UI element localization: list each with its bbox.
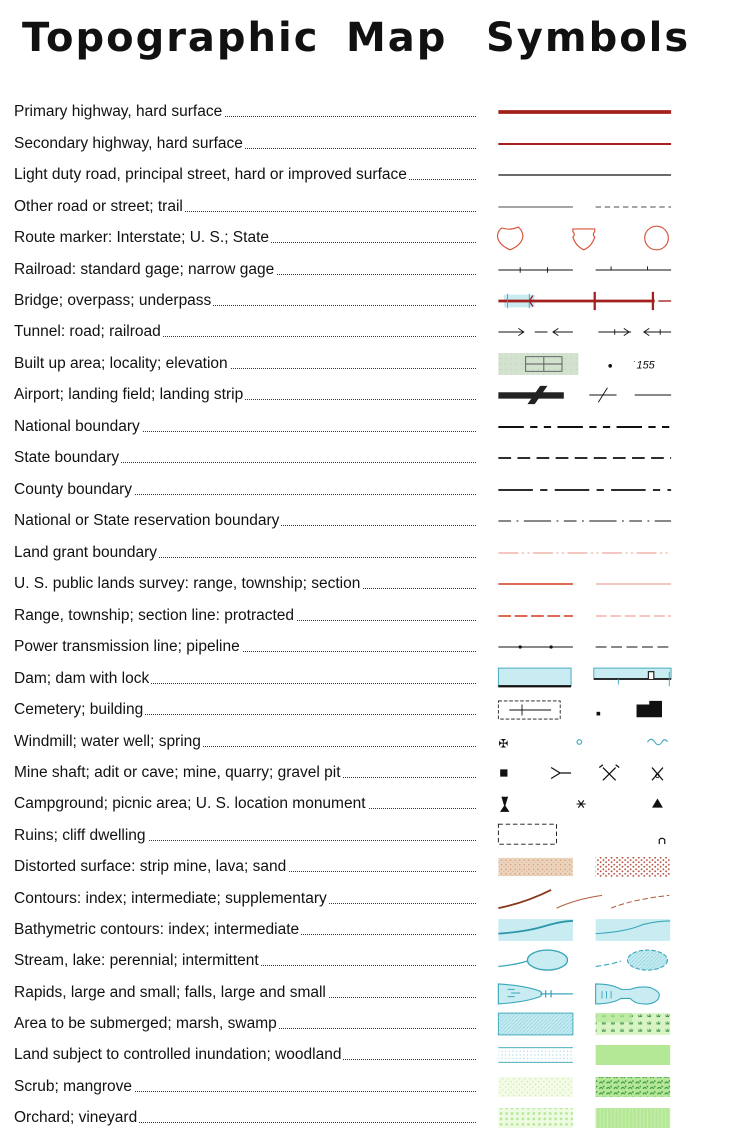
light-duty-road-symbol bbox=[482, 161, 682, 189]
airport-symbol bbox=[482, 381, 682, 409]
large-falls bbox=[596, 984, 660, 1004]
legend-label-line bbox=[14, 916, 476, 944]
controlled-inundation bbox=[498, 1046, 573, 1064]
state-circle bbox=[645, 226, 669, 250]
legend-label: Primary highway, hard surface bbox=[14, 103, 223, 120]
legend-row bbox=[14, 665, 734, 693]
legend-row bbox=[14, 853, 734, 881]
state-boundary-symbol bbox=[482, 444, 682, 472]
legend-label-line bbox=[14, 853, 476, 881]
legend-row bbox=[14, 1073, 734, 1101]
legend-label: Secondary highway, hard surface bbox=[14, 135, 243, 152]
legend-label-line bbox=[14, 256, 476, 284]
legend-label: Railroad: standard gage; narrow gage bbox=[14, 261, 275, 278]
legend-label-line bbox=[14, 822, 476, 850]
perennial-lake bbox=[527, 950, 567, 970]
mangrove-fill bbox=[596, 1077, 671, 1097]
orchard-fill bbox=[498, 1108, 573, 1128]
scrub-mangrove-symbol bbox=[482, 1073, 682, 1101]
title-word-topographic: Topographic bbox=[22, 15, 320, 61]
railroad-symbol bbox=[482, 256, 682, 284]
legend-label: Light duty road, principal street, hard or improved surface bbox=[14, 166, 407, 183]
legend-label: Stream, lake: perennial; intermittent bbox=[14, 952, 259, 969]
legend-label: Campground; picnic area; U. S. location monument bbox=[14, 795, 366, 812]
legend-label-line bbox=[14, 476, 476, 504]
area-to-be-submerged bbox=[498, 1013, 573, 1035]
legend-row bbox=[14, 728, 734, 756]
legend-row bbox=[14, 507, 734, 535]
legend-label: Land subject to controlled inundation; woodland bbox=[14, 1046, 342, 1063]
perennial-stream bbox=[498, 961, 527, 966]
strip-mine-lava-fill bbox=[498, 858, 573, 876]
large-rapids bbox=[498, 984, 542, 1004]
legend-label: County boundary bbox=[14, 481, 133, 498]
legend-row bbox=[14, 1010, 734, 1038]
intermittent-stream bbox=[596, 961, 621, 966]
intermediate-bathymetric-fill bbox=[596, 919, 671, 941]
public-lands-survey-symbol bbox=[482, 570, 682, 598]
contours-symbol bbox=[482, 885, 682, 913]
orchard-vineyard-symbol bbox=[482, 1104, 682, 1132]
scrub-fill bbox=[498, 1077, 573, 1097]
location-monument-mark bbox=[652, 799, 663, 808]
legend-label: State boundary bbox=[14, 449, 120, 466]
rapids-falls-symbol bbox=[482, 979, 682, 1007]
legend-row bbox=[14, 885, 734, 913]
ruins-symbol bbox=[482, 822, 682, 850]
sand-fill bbox=[596, 857, 671, 877]
national-boundary-symbol bbox=[482, 413, 682, 441]
legend-row bbox=[14, 822, 734, 850]
campground-mark bbox=[501, 797, 508, 812]
legend-row bbox=[14, 287, 734, 315]
county-boundary-symbol bbox=[482, 476, 682, 504]
legend-label-line bbox=[14, 1041, 476, 1069]
legend-label-line bbox=[14, 979, 476, 1007]
legend-label-line bbox=[14, 413, 476, 441]
legend-label-line bbox=[14, 318, 476, 346]
legend-label: Orchard; vineyard bbox=[14, 1109, 138, 1126]
legend-label-line bbox=[14, 130, 476, 158]
bridge-overpass-symbol bbox=[482, 287, 682, 315]
supplementary-contour bbox=[611, 895, 669, 908]
legend-label: Dam; dam with lock bbox=[14, 670, 150, 687]
cemetery-building-symbol bbox=[482, 696, 682, 724]
primary-highway-symbol bbox=[482, 98, 682, 126]
legend-row bbox=[14, 602, 734, 630]
legend-label-line bbox=[14, 885, 476, 913]
legend-label: Scrub; mangrove bbox=[14, 1078, 133, 1095]
legend-label-line bbox=[14, 947, 476, 975]
legend-label-line bbox=[14, 1104, 476, 1132]
legend-label: Bridge; overpass; underpass bbox=[14, 292, 212, 309]
windmill-well-spring-symbol bbox=[482, 728, 682, 756]
legend-label: Cemetery; building bbox=[14, 701, 144, 718]
route-marker-symbol bbox=[482, 224, 682, 252]
legend-row bbox=[14, 98, 734, 126]
legend-row bbox=[14, 193, 734, 221]
distorted-surface-symbol bbox=[482, 853, 682, 881]
small-rapids bbox=[540, 990, 573, 997]
picnic-mark bbox=[577, 800, 586, 807]
campground-symbol bbox=[482, 790, 682, 818]
locality-dot bbox=[608, 364, 612, 368]
stream-lake-symbol bbox=[482, 947, 682, 975]
protracted-line-symbol bbox=[482, 602, 682, 630]
building-large bbox=[637, 701, 662, 717]
legend-row bbox=[14, 476, 734, 504]
legend-label: Land grant boundary bbox=[14, 544, 158, 561]
legend-label-line bbox=[14, 193, 476, 221]
title-word-symbols: Symbols bbox=[486, 15, 691, 61]
legend-label-line bbox=[14, 350, 476, 378]
us-shield bbox=[573, 229, 595, 250]
legend-row bbox=[14, 224, 734, 252]
spring-mark bbox=[647, 739, 667, 744]
dam-water bbox=[498, 668, 571, 686]
legend-label-line bbox=[14, 224, 476, 252]
dam-symbol bbox=[482, 665, 682, 693]
mine-shaft-mark bbox=[500, 769, 507, 776]
legend-label-line bbox=[14, 759, 476, 787]
legend-label-line bbox=[14, 602, 476, 630]
legend-label-line bbox=[14, 665, 476, 693]
legend-row bbox=[14, 539, 734, 567]
secondary-highway-symbol bbox=[482, 130, 682, 158]
legend-row bbox=[14, 570, 734, 598]
legend-row bbox=[14, 1041, 734, 1069]
legend-label-line bbox=[14, 633, 476, 661]
legend-label-line bbox=[14, 1010, 476, 1038]
legend-label: Tunnel: road; railroad bbox=[14, 323, 161, 340]
building-square bbox=[597, 712, 601, 716]
legend-row bbox=[14, 947, 734, 975]
windmill-mark: ✠ bbox=[498, 736, 509, 751]
legend-row bbox=[14, 1104, 734, 1132]
ruins-outline bbox=[498, 824, 556, 844]
bathymetric-contours-symbol bbox=[482, 916, 682, 944]
mine-quarry-mark bbox=[599, 765, 619, 780]
submerged-marsh-symbol bbox=[482, 1010, 682, 1038]
legend-label-line bbox=[14, 287, 476, 315]
legend-label: Built up area; locality; elevation bbox=[14, 355, 228, 372]
inundation-woodland-symbol bbox=[482, 1041, 682, 1069]
legend-label: National boundary bbox=[14, 418, 140, 435]
legend-label: Windmill; water well; spring bbox=[14, 733, 201, 750]
legend-label-line bbox=[14, 381, 476, 409]
title-word-map: Map bbox=[346, 15, 448, 61]
legend-label: Rapids, large and small; falls, large and small bbox=[14, 984, 326, 1001]
legend-row bbox=[14, 444, 734, 472]
reservation-boundary-symbol bbox=[482, 507, 682, 535]
intermediate-contour bbox=[557, 895, 602, 908]
legend-label-line bbox=[14, 570, 476, 598]
legend-row bbox=[14, 979, 734, 1007]
legend-row bbox=[14, 413, 734, 441]
legend-label-line bbox=[14, 539, 476, 567]
woodland-tint bbox=[596, 1045, 671, 1065]
legend-label-line bbox=[14, 98, 476, 126]
legend-row bbox=[14, 256, 734, 284]
legend-label: Area to be submerged; marsh, swamp bbox=[14, 1015, 277, 1032]
landing-field bbox=[589, 388, 616, 403]
elevation-value: 155 bbox=[636, 359, 655, 372]
dam-lock-water bbox=[594, 668, 671, 679]
legend-row bbox=[14, 790, 734, 818]
cliff-dwelling-mark bbox=[659, 838, 664, 844]
legend-label: U. S. public lands survey: range, township; section bbox=[14, 575, 361, 592]
legend-row bbox=[14, 350, 734, 378]
legend-row bbox=[14, 916, 734, 944]
power-line-symbol bbox=[482, 633, 682, 661]
legend-label: National or State reservation boundary bbox=[14, 512, 280, 529]
legend-label: Route marker: Interstate; U. S.; State bbox=[14, 229, 269, 246]
legend-label: Power transmission line; pipeline bbox=[14, 638, 240, 655]
legend-row bbox=[14, 759, 734, 787]
legend-label-line bbox=[14, 728, 476, 756]
legend-label-line bbox=[14, 1073, 476, 1101]
legend-label: Distorted surface: strip mine, lava; sand bbox=[14, 858, 287, 875]
index-contour bbox=[498, 890, 551, 908]
mine-symbol bbox=[482, 759, 682, 787]
legend-row bbox=[14, 696, 734, 724]
tunnel-symbol bbox=[482, 318, 682, 346]
elevation-dot: · bbox=[632, 357, 636, 366]
interstate-shield bbox=[497, 227, 522, 250]
legend-label: Other road or street; trail bbox=[14, 198, 183, 215]
other-road-trail-symbol bbox=[482, 193, 682, 221]
legend-label-line bbox=[14, 444, 476, 472]
water-well-mark bbox=[577, 740, 582, 745]
road-tunnel bbox=[498, 328, 573, 335]
legend-label: Mine shaft; adit or cave; mine, quarry; gravel pit bbox=[14, 764, 341, 781]
legend-label: Range, township; section line: protracted bbox=[14, 607, 295, 624]
legend-label-line bbox=[14, 790, 476, 818]
vineyard-fill bbox=[596, 1108, 671, 1128]
legend-label-line bbox=[14, 696, 476, 724]
legend-label: Bathymetric contours: index; intermediate bbox=[14, 921, 300, 938]
legend-row bbox=[14, 161, 734, 189]
airport-runway bbox=[498, 392, 563, 398]
legend-row bbox=[14, 633, 734, 661]
legend-label-line bbox=[14, 161, 476, 189]
legend-label: Contours: index; intermediate; supplementary bbox=[14, 890, 327, 907]
legend-label: Ruins; cliff dwelling bbox=[14, 827, 146, 844]
legend-row bbox=[14, 381, 734, 409]
railroad-tunnel bbox=[598, 328, 671, 335]
built-up-area-symbol bbox=[482, 350, 682, 378]
legend-row bbox=[14, 130, 734, 158]
legend-label-line bbox=[14, 507, 476, 535]
legend-row bbox=[14, 318, 734, 346]
intermittent-lake bbox=[627, 950, 667, 970]
adit-mark bbox=[551, 768, 571, 779]
land-grant-boundary-symbol bbox=[482, 539, 682, 567]
legend-label: Airport; landing field; landing strip bbox=[14, 386, 244, 403]
